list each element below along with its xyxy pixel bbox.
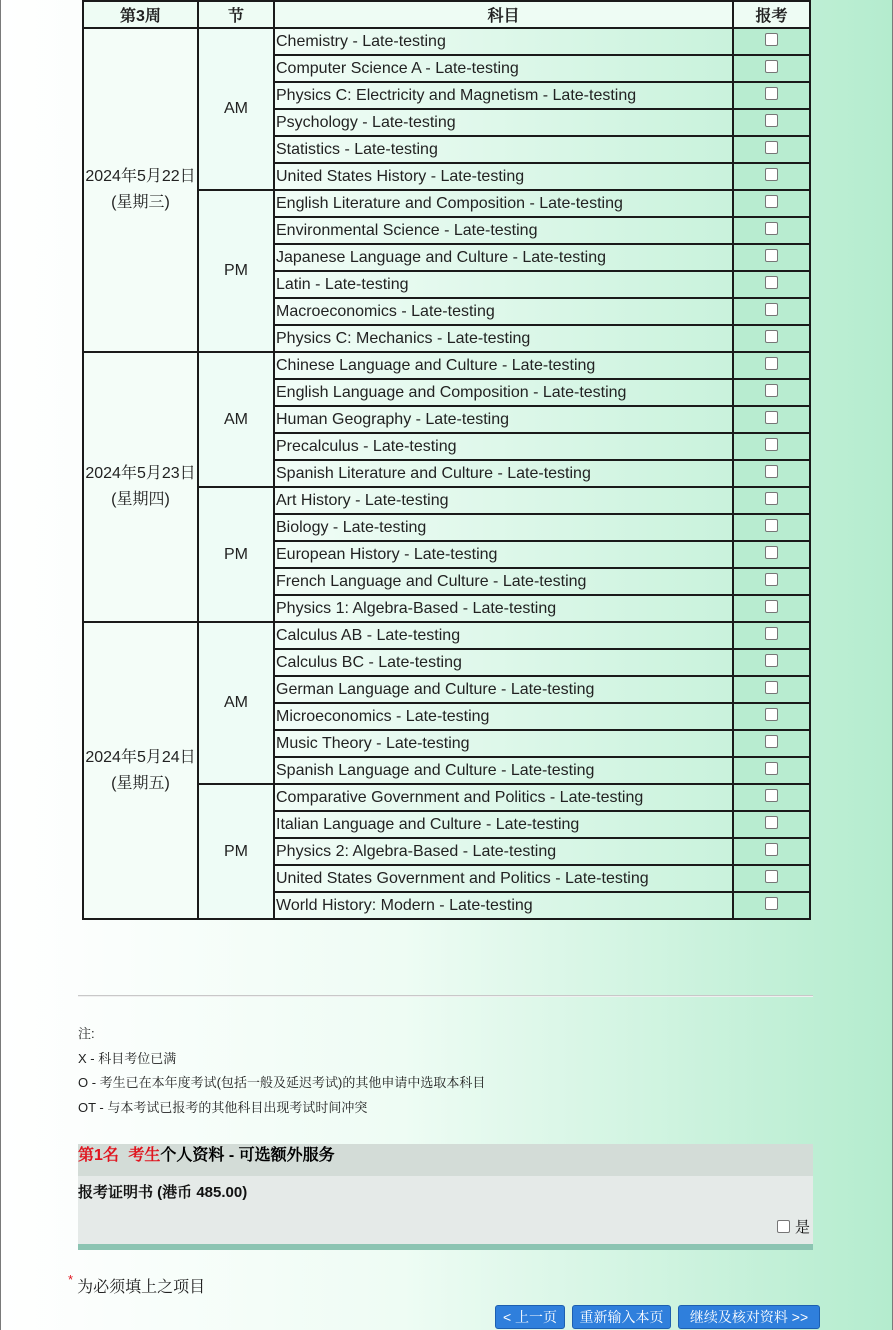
- register-checkbox[interactable]: [765, 33, 778, 46]
- exam-date: 2024年5月22日 (星期三): [83, 28, 198, 352]
- subject-name: Human Geography - Late-testing: [274, 406, 733, 433]
- register-checkbox[interactable]: [765, 735, 778, 748]
- exam-date: 2024年5月23日 (星期四): [83, 352, 198, 622]
- register-cell: [733, 271, 810, 298]
- subject-name: English Literature and Composition - Late-testing: [274, 190, 733, 217]
- header-subject: 科目: [274, 1, 733, 28]
- register-checkbox[interactable]: [765, 249, 778, 262]
- subject-name: Computer Science A - Late-testing: [274, 55, 733, 82]
- table-header-row: [83, 1, 810, 28]
- prev-page-button[interactable]: < 上一页: [495, 1305, 565, 1329]
- exam-schedule-table: [82, 0, 811, 920]
- register-cell: [733, 433, 810, 460]
- certificate-option[interactable]: [777, 1216, 810, 1237]
- subject-name: Chinese Language and Culture - Late-testing: [274, 352, 733, 379]
- subject-name: World History: Modern - Late-testing: [274, 892, 733, 919]
- register-checkbox[interactable]: [765, 708, 778, 721]
- register-cell: [733, 298, 810, 325]
- register-checkbox[interactable]: [765, 141, 778, 154]
- subject-name: Statistics - Late-testing: [274, 136, 733, 163]
- register-checkbox[interactable]: [765, 276, 778, 289]
- subject-name: Environmental Science - Late-testing: [274, 217, 733, 244]
- register-checkbox[interactable]: [765, 573, 778, 586]
- subject-name: Biology - Late-testing: [274, 514, 733, 541]
- required-note: [68, 1274, 205, 1297]
- register-cell: [733, 514, 810, 541]
- subject-name: Calculus AB - Late-testing: [274, 622, 733, 649]
- subject-name: Latin - Late-testing: [274, 271, 733, 298]
- register-checkbox[interactable]: [765, 222, 778, 235]
- exam-date: 2024年5月24日 (星期五): [83, 622, 198, 919]
- register-cell: [733, 82, 810, 109]
- session-label: PM: [198, 190, 274, 352]
- schedule-body: [83, 28, 810, 919]
- register-cell: [733, 784, 810, 811]
- register-cell: [733, 406, 810, 433]
- subject-name: Japanese Language and Culture - Late-testing: [274, 244, 733, 271]
- register-cell: [733, 730, 810, 757]
- certificate-checkbox[interactable]: [777, 1220, 790, 1233]
- certificate-item-title: 报考证明书 (港币 485.00): [78, 1184, 248, 1201]
- register-checkbox[interactable]: [765, 411, 778, 424]
- subject-name: Precalculus - Late-testing: [274, 433, 733, 460]
- required-note-text: 为必须填上之项目: [77, 1279, 206, 1296]
- register-checkbox[interactable]: [765, 87, 778, 100]
- subject-name: Psychology - Late-testing: [274, 109, 733, 136]
- register-checkbox[interactable]: [765, 465, 778, 478]
- session-label: AM: [198, 352, 274, 487]
- subject-name: Comparative Government and Politics - Late-testing: [274, 784, 733, 811]
- register-checkbox[interactable]: [765, 60, 778, 73]
- left-border: [0, 0, 1, 1330]
- register-checkbox[interactable]: [765, 600, 778, 613]
- register-cell: [733, 487, 810, 514]
- register-cell: [733, 379, 810, 406]
- register-cell: [733, 811, 810, 838]
- subject-name: Calculus BC - Late-testing: [274, 649, 733, 676]
- reset-page-button[interactable]: 重新输入本页: [572, 1305, 671, 1329]
- continue-button[interactable]: 继续及核对资料 >>: [678, 1305, 820, 1329]
- register-cell: [733, 109, 810, 136]
- register-checkbox[interactable]: [765, 654, 778, 667]
- register-cell: [733, 244, 810, 271]
- register-cell: [733, 865, 810, 892]
- table-row: [83, 622, 810, 649]
- register-cell: [733, 190, 810, 217]
- subject-name: European History - Late-testing: [274, 541, 733, 568]
- subject-name: Spanish Literature and Culture - Late-testing: [274, 460, 733, 487]
- register-cell: [733, 838, 810, 865]
- service-heading-text: 个人资料 - 可选额外服务: [160, 1147, 335, 1164]
- candidate-number: 第1名: [78, 1147, 119, 1164]
- subject-name: United States Government and Politics - Late-testing: [274, 865, 733, 892]
- note-already-selected: O - 考生已在本年度考试(包括一般及延迟考试)的其他申请中选取本科目: [78, 1075, 486, 1090]
- subject-name: Physics 1: Algebra-Based - Late-testing: [274, 595, 733, 622]
- notes-section: [78, 1022, 485, 1120]
- register-checkbox[interactable]: [765, 330, 778, 343]
- register-checkbox[interactable]: [765, 195, 778, 208]
- subject-name: French Language and Culture - Late-testing: [274, 568, 733, 595]
- notes-title: 注:: [78, 1026, 95, 1041]
- note-full: X - 科目考位已满: [78, 1050, 177, 1066]
- register-checkbox[interactable]: [765, 546, 778, 559]
- register-cell: [733, 568, 810, 595]
- register-checkbox[interactable]: [765, 627, 778, 640]
- header-register: 报考: [733, 1, 810, 28]
- register-checkbox[interactable]: [765, 519, 778, 532]
- register-cell: [733, 649, 810, 676]
- session-label: PM: [198, 784, 274, 919]
- header-session: 节: [198, 1, 274, 28]
- service-panel-bottom-bar: [78, 1244, 813, 1250]
- register-checkbox[interactable]: [765, 870, 778, 883]
- register-checkbox[interactable]: [765, 384, 778, 397]
- register-checkbox[interactable]: [765, 681, 778, 694]
- subject-name: Chemistry - Late-testing: [274, 28, 733, 55]
- subject-name: Art History - Late-testing: [274, 487, 733, 514]
- candidate-label: 考生: [128, 1147, 161, 1164]
- divider-highlight: [78, 996, 813, 997]
- register-checkbox[interactable]: [765, 762, 778, 775]
- header-week: 第3周: [83, 1, 198, 28]
- register-cell: [733, 892, 810, 919]
- subject-name: Macroeconomics - Late-testing: [274, 298, 733, 325]
- register-cell: [733, 217, 810, 244]
- table-row: [83, 352, 810, 379]
- register-cell: [733, 352, 810, 379]
- certificate-yes-label: 是: [794, 1219, 810, 1236]
- register-checkbox[interactable]: [765, 438, 778, 451]
- note-time-conflict: OT - 与本考试已报考的其他科目出现考试时间冲突: [78, 1099, 368, 1115]
- register-checkbox[interactable]: [765, 897, 778, 910]
- subject-name: English Language and Composition - Late-testing: [274, 379, 733, 406]
- optional-service-panel: [78, 1144, 813, 1250]
- subject-name: Microeconomics - Late-testing: [274, 703, 733, 730]
- register-checkbox[interactable]: [765, 816, 778, 829]
- subject-name: Music Theory - Late-testing: [274, 730, 733, 757]
- session-label: PM: [198, 487, 274, 622]
- register-checkbox[interactable]: [765, 843, 778, 856]
- subject-name: United States History - Late-testing: [274, 163, 733, 190]
- register-checkbox[interactable]: [765, 789, 778, 802]
- register-checkbox[interactable]: [765, 168, 778, 181]
- register-cell: [733, 757, 810, 784]
- subject-name: Physics C: Mechanics - Late-testing: [274, 325, 733, 352]
- table-row: [83, 28, 810, 55]
- register-checkbox[interactable]: [765, 492, 778, 505]
- subject-name: Physics 2: Algebra-Based - Late-testing: [274, 838, 733, 865]
- register-checkbox[interactable]: [765, 303, 778, 316]
- register-cell: [733, 541, 810, 568]
- register-cell: [733, 460, 810, 487]
- register-cell: [733, 136, 810, 163]
- subject-name: Italian Language and Culture - Late-testing: [274, 811, 733, 838]
- register-cell: [733, 28, 810, 55]
- subject-name: German Language and Culture - Late-testing: [274, 676, 733, 703]
- required-star: *: [68, 1272, 74, 1287]
- register-checkbox[interactable]: [765, 357, 778, 370]
- subject-name: Spanish Language and Culture - Late-testing: [274, 757, 733, 784]
- service-heading: [78, 1144, 813, 1176]
- register-cell: [733, 55, 810, 82]
- register-cell: [733, 595, 810, 622]
- register-cell: [733, 622, 810, 649]
- register-cell: [733, 325, 810, 352]
- register-cell: [733, 703, 810, 730]
- subject-name: Physics C: Electricity and Magnetism - Late-testing: [274, 82, 733, 109]
- session-label: AM: [198, 622, 274, 784]
- session-label: AM: [198, 28, 274, 190]
- register-cell: [733, 163, 810, 190]
- register-cell: [733, 676, 810, 703]
- register-checkbox[interactable]: [765, 114, 778, 127]
